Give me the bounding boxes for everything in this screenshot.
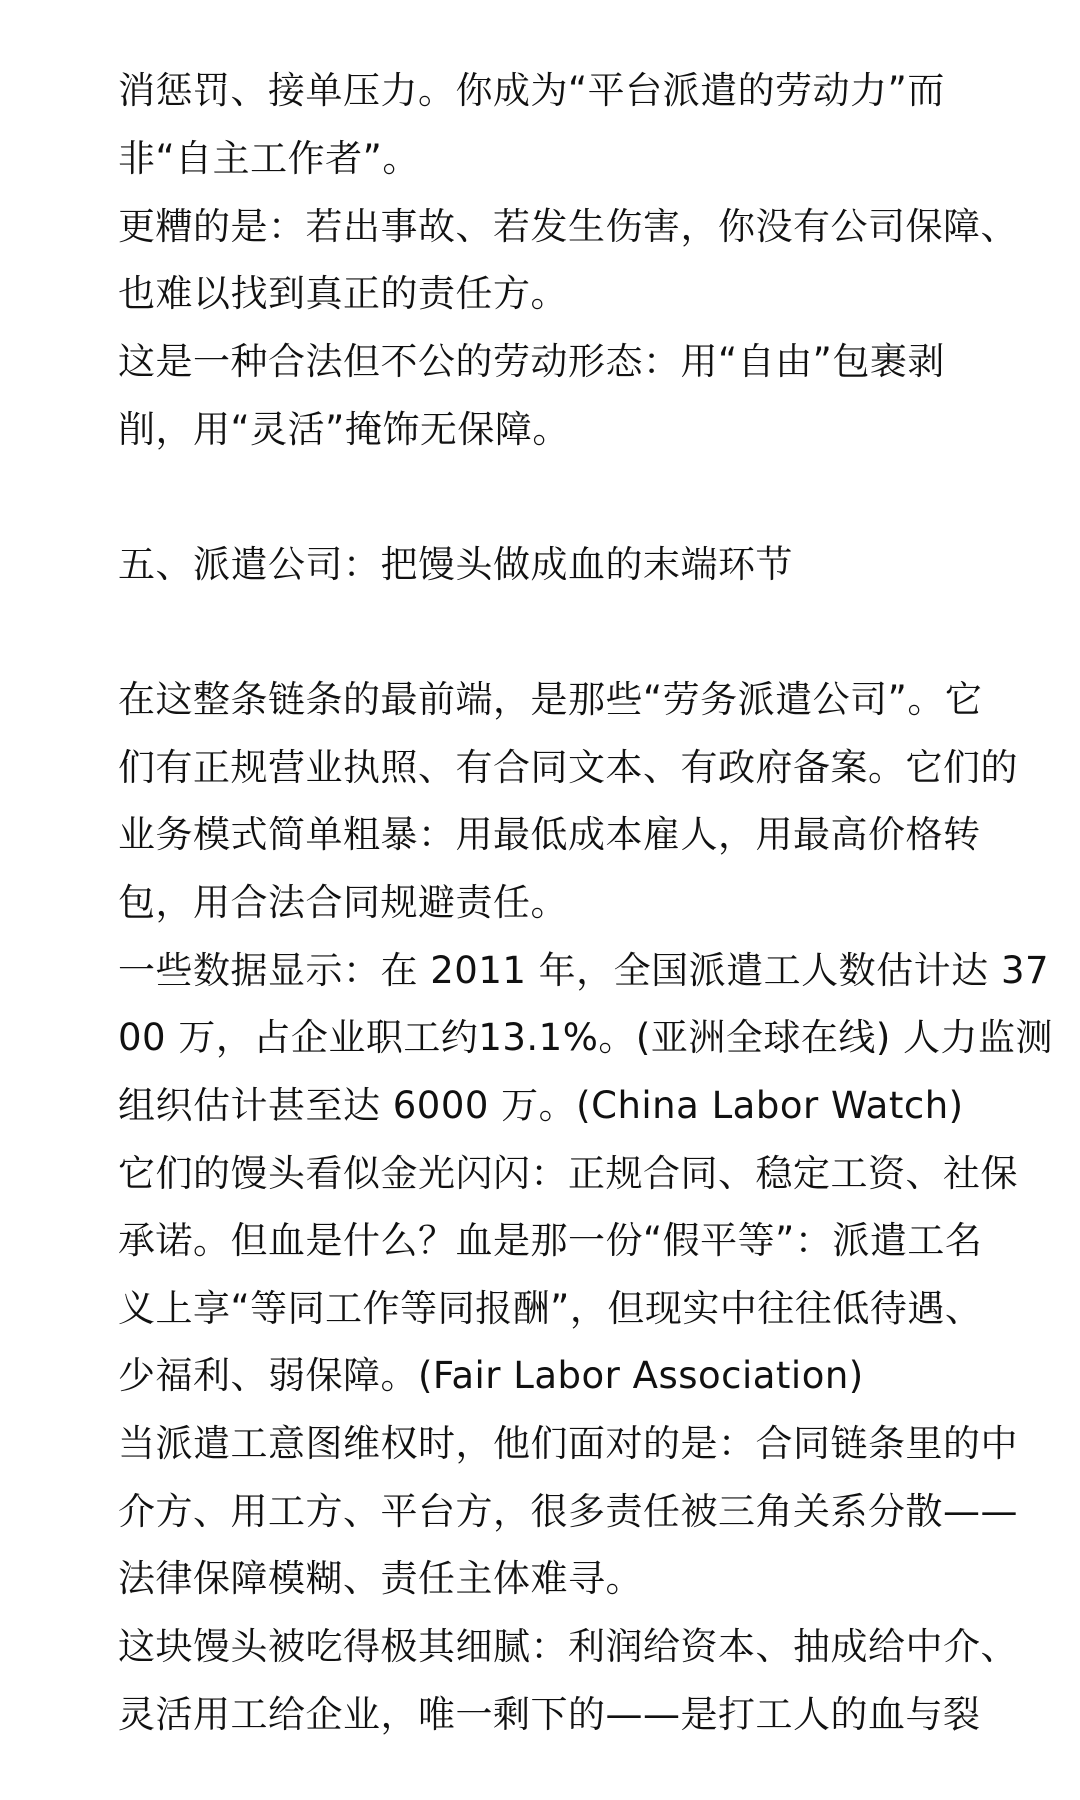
paragraph-line: 消惩罚、接单压力。你成为“平台派遣的劳动力”而 [118,69,945,112]
paragraph-line: 更糟的是：若出事故、若发生伤害，你没有公司保障、 [118,205,1018,248]
paragraph-line: 义上享“等同工作等同报酬”，但现实中往往低待遇、 [118,1287,983,1330]
paragraph-line: 法律保障模糊、责任主体难寻。 [118,1557,643,1600]
paragraph-line: 也难以找到真正的责任方。 [118,272,568,315]
paragraph-line: 这是一种合法但不公的劳动形态：用“自由”包裹剥 [118,340,945,383]
paragraph-line: 一些数据显示：在 2011 年，全国派遣工人数估计达 37 [118,949,1050,992]
paragraph-line: 组织估计甚至达 6000 万。(China Labor Watch) [118,1084,964,1127]
paragraph-line: 介方、用工方、平台方，很多责任被三角关系分散—— [118,1490,1018,1533]
paragraph-line: 少福利、弱保障。(Fair Labor Association) [118,1354,864,1397]
paragraph-line: 当派遣工意图维权时，他们面对的是：合同链条里的中 [118,1422,1018,1465]
paragraph-line: 在这整条链条的最前端，是那些“劳务派遣公司”。它 [118,678,983,721]
paragraph-line: 它们的馒头看似金光闪闪：正规合同、稳定工资、社保 [118,1152,1018,1195]
paragraph-line: 承诺。但血是什么？血是那一份“假平等”：派遣工名 [118,1219,983,1262]
paragraph-line: 这块馒头被吃得极其细腻：利润给资本、抽成给中介、 [118,1625,1018,1668]
section-heading: 五、派遣公司：把馒头做成血的末端环节 [118,543,793,586]
paragraph-line: 们有正规营业执照、有合同文本、有政府备案。它们的 [118,746,1018,789]
paragraph-line: 灵活用工给企业，唯一剩下的——是打工人的血与裂 [118,1693,981,1736]
paragraph-line: 包，用合法合同规避责任。 [118,881,568,924]
paragraph-line: 非“自主工作者”。 [118,137,420,180]
paragraph-line: 削，用“灵活”掩饰无保障。 [118,408,570,451]
paragraph-line: 00 万，占企业职工约13.1%。(亚洲全球在线) 人力监测 [118,1016,1054,1059]
paragraph-line: 业务模式简单粗暴：用最低成本雇人，用最高价格转 [118,813,981,856]
